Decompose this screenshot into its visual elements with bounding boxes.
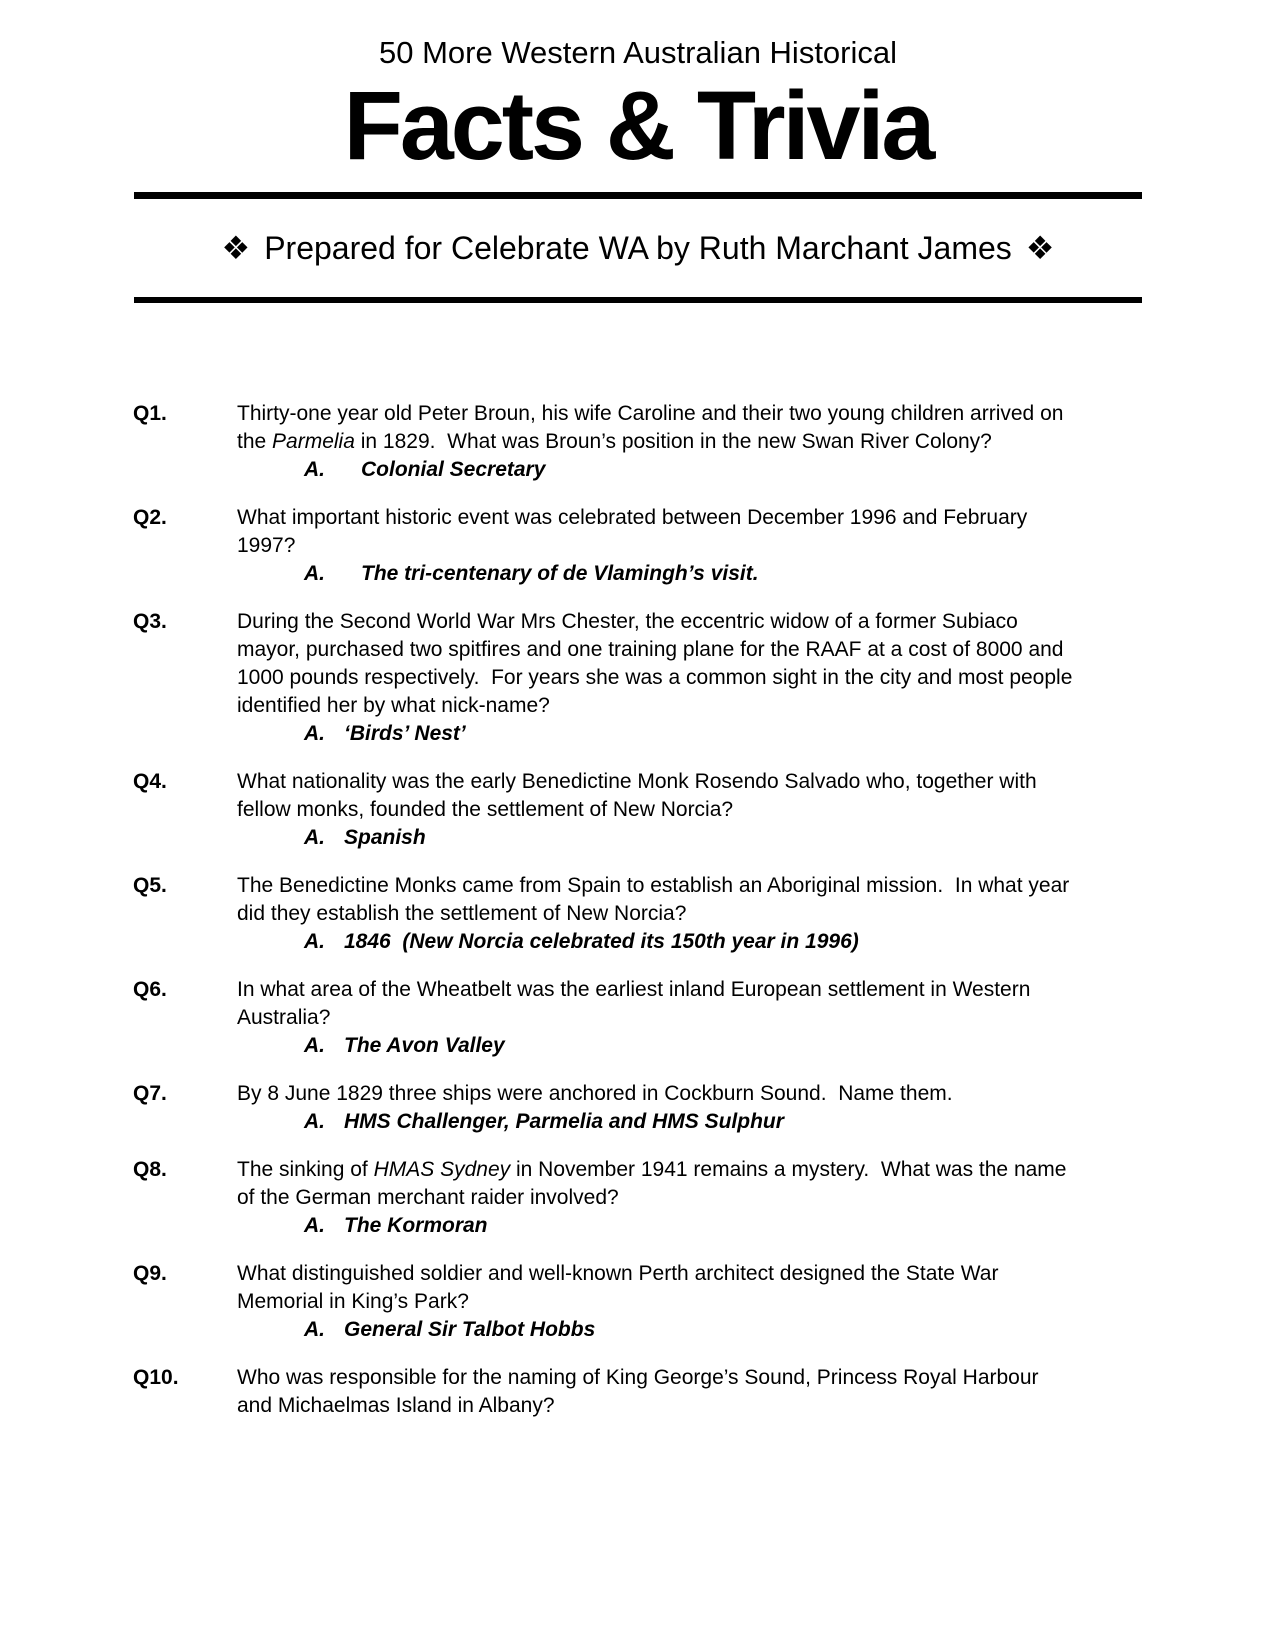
answer-text: General Sir Talbot Hobbs	[344, 1318, 596, 1342]
question-body	[237, 872, 1079, 956]
answer-text: The Kormoran	[344, 1214, 488, 1238]
question-number: Q5.	[133, 874, 167, 898]
question-text	[237, 1080, 1079, 1108]
question-text-segment: in 1829. What was Broun’s position in the new Swan River Colony?	[354, 430, 992, 454]
question-body	[237, 504, 1079, 588]
qa-block	[133, 608, 1093, 748]
question-text-segment: in November 1941 remains a mystery. What was the name of the German merchant raider involved?	[237, 1158, 1073, 1210]
question-text	[237, 1364, 1079, 1420]
answer-label: A.	[304, 1214, 325, 1238]
answer-label: A.	[304, 826, 325, 850]
answer-line	[237, 928, 1079, 956]
answer-text: HMS Challenger, Parmelia and HMS Sulphur	[344, 1110, 784, 1134]
question-body	[237, 1080, 1079, 1136]
question-text	[237, 1260, 1079, 1316]
question-text-segment: Who was responsible for the naming of King George’s Sound, Princess Royal Harbour and Michaelmas Island in Albany?	[237, 1366, 1045, 1418]
answer-line	[237, 824, 1079, 852]
question-text	[237, 1156, 1079, 1212]
question-text-segment: Parmelia	[272, 430, 355, 454]
question-text	[237, 400, 1079, 456]
question-number: Q7.	[133, 1082, 167, 1106]
question-body	[237, 1364, 1079, 1420]
question-text-segment: What important historic event was celebrated between December 1996 and February 1997?	[237, 506, 1034, 558]
question-text	[237, 768, 1079, 824]
answer-text: ‘Birds’ Nest’	[344, 722, 466, 746]
question-number: Q4.	[133, 770, 167, 794]
answer-line	[237, 1108, 1079, 1136]
answer-text: Spanish	[344, 826, 426, 850]
answer-line	[237, 720, 1079, 748]
qa-block	[133, 1080, 1093, 1136]
question-body	[237, 1156, 1079, 1240]
answer-label: A.	[304, 1034, 325, 1058]
subtitle-text: Prepared for Celebrate WA by Ruth Marchant James	[264, 229, 1012, 266]
answer-label: A.	[304, 1318, 325, 1342]
question-text	[237, 872, 1079, 928]
document-supertitle: 50 More Western Australian Historical	[378, 35, 898, 70]
answer-label: A.	[304, 1110, 325, 1134]
qa-block	[133, 872, 1093, 956]
answer-label: A.	[304, 930, 325, 954]
document-title: Facts & Trivia	[343, 71, 933, 181]
answer-text: The tri-centenary of de Vlamingh’s visit.	[361, 562, 759, 586]
qa-block	[133, 976, 1093, 1060]
answer-text: 1846 (New Norcia celebrated its 150th year in 1996)	[344, 930, 859, 954]
question-body	[237, 1260, 1079, 1344]
qa-block	[133, 400, 1093, 484]
answer-line	[237, 456, 1079, 484]
answer-line	[237, 560, 1079, 588]
question-body	[237, 976, 1079, 1060]
question-number: Q9.	[133, 1262, 167, 1286]
question-text-segment: Thirty-one year old Peter Broun, his wife Caroline and their two young children arrived on the	[237, 402, 1070, 454]
question-text	[237, 504, 1079, 560]
document-header	[134, 0, 1142, 303]
question-number: Q2.	[133, 506, 167, 530]
question-number: Q3.	[133, 610, 167, 634]
answer-text: Colonial Secretary	[361, 458, 546, 482]
answer-line	[237, 1316, 1079, 1344]
answer-label: A.	[304, 562, 325, 586]
answer-line	[237, 1032, 1079, 1060]
question-text-segment: By 8 June 1829 three ships were anchored in Cockburn Sound. Name them.	[237, 1082, 953, 1106]
diamond-icon: ❖	[1025, 229, 1055, 266]
question-text-segment: HMAS Sydney	[373, 1158, 511, 1182]
answer-line	[237, 1212, 1079, 1240]
question-text-segment: The Benedictine Monks came from Spain to establish an Aboriginal mission. In what year did they establish the settlement of New Norcia?	[237, 874, 1076, 926]
qa-block	[133, 1260, 1093, 1344]
document-subtitle	[134, 229, 1142, 267]
divider-rule-bottom	[134, 297, 1142, 303]
answer-label: A.	[304, 458, 325, 482]
question-text	[237, 976, 1079, 1032]
question-text-segment: During the Second World War Mrs Chester, the eccentric widow of a former Subiaco mayor, purchased two spitfires and one training plane for the RAAF at a cost of 8000 and 1000 pounds respectively. For years she was a common sight in the city and most people identified her by what nick-name?	[237, 610, 1079, 718]
answer-text: The Avon Valley	[344, 1034, 505, 1058]
question-number: Q10.	[133, 1366, 179, 1390]
qa-block	[133, 504, 1093, 588]
question-body	[237, 400, 1079, 484]
question-list	[133, 400, 1093, 1420]
question-text-segment: What distinguished soldier and well-known Perth architect designed the State War Memorial in King’s Park?	[237, 1262, 1005, 1314]
question-text	[237, 608, 1079, 720]
question-body	[237, 608, 1079, 748]
question-body	[237, 768, 1079, 852]
diamond-icon: ❖	[221, 229, 251, 266]
question-number: Q6.	[133, 978, 167, 1002]
qa-block	[133, 768, 1093, 852]
question-text-segment: In what area of the Wheatbelt was the earliest inland European settlement in Western Australia?	[237, 978, 1036, 1030]
answer-label: A.	[304, 722, 325, 746]
question-text-segment: What nationality was the early Benedictine Monk Rosendo Salvado who, together with fellow monks, founded the settlement of New Norcia?	[237, 770, 1043, 822]
question-number: Q8.	[133, 1158, 167, 1182]
divider-rule-top	[134, 192, 1142, 199]
qa-block	[133, 1156, 1093, 1240]
question-number: Q1.	[133, 402, 167, 426]
question-text-segment: The sinking of	[237, 1158, 374, 1182]
qa-block	[133, 1364, 1093, 1420]
